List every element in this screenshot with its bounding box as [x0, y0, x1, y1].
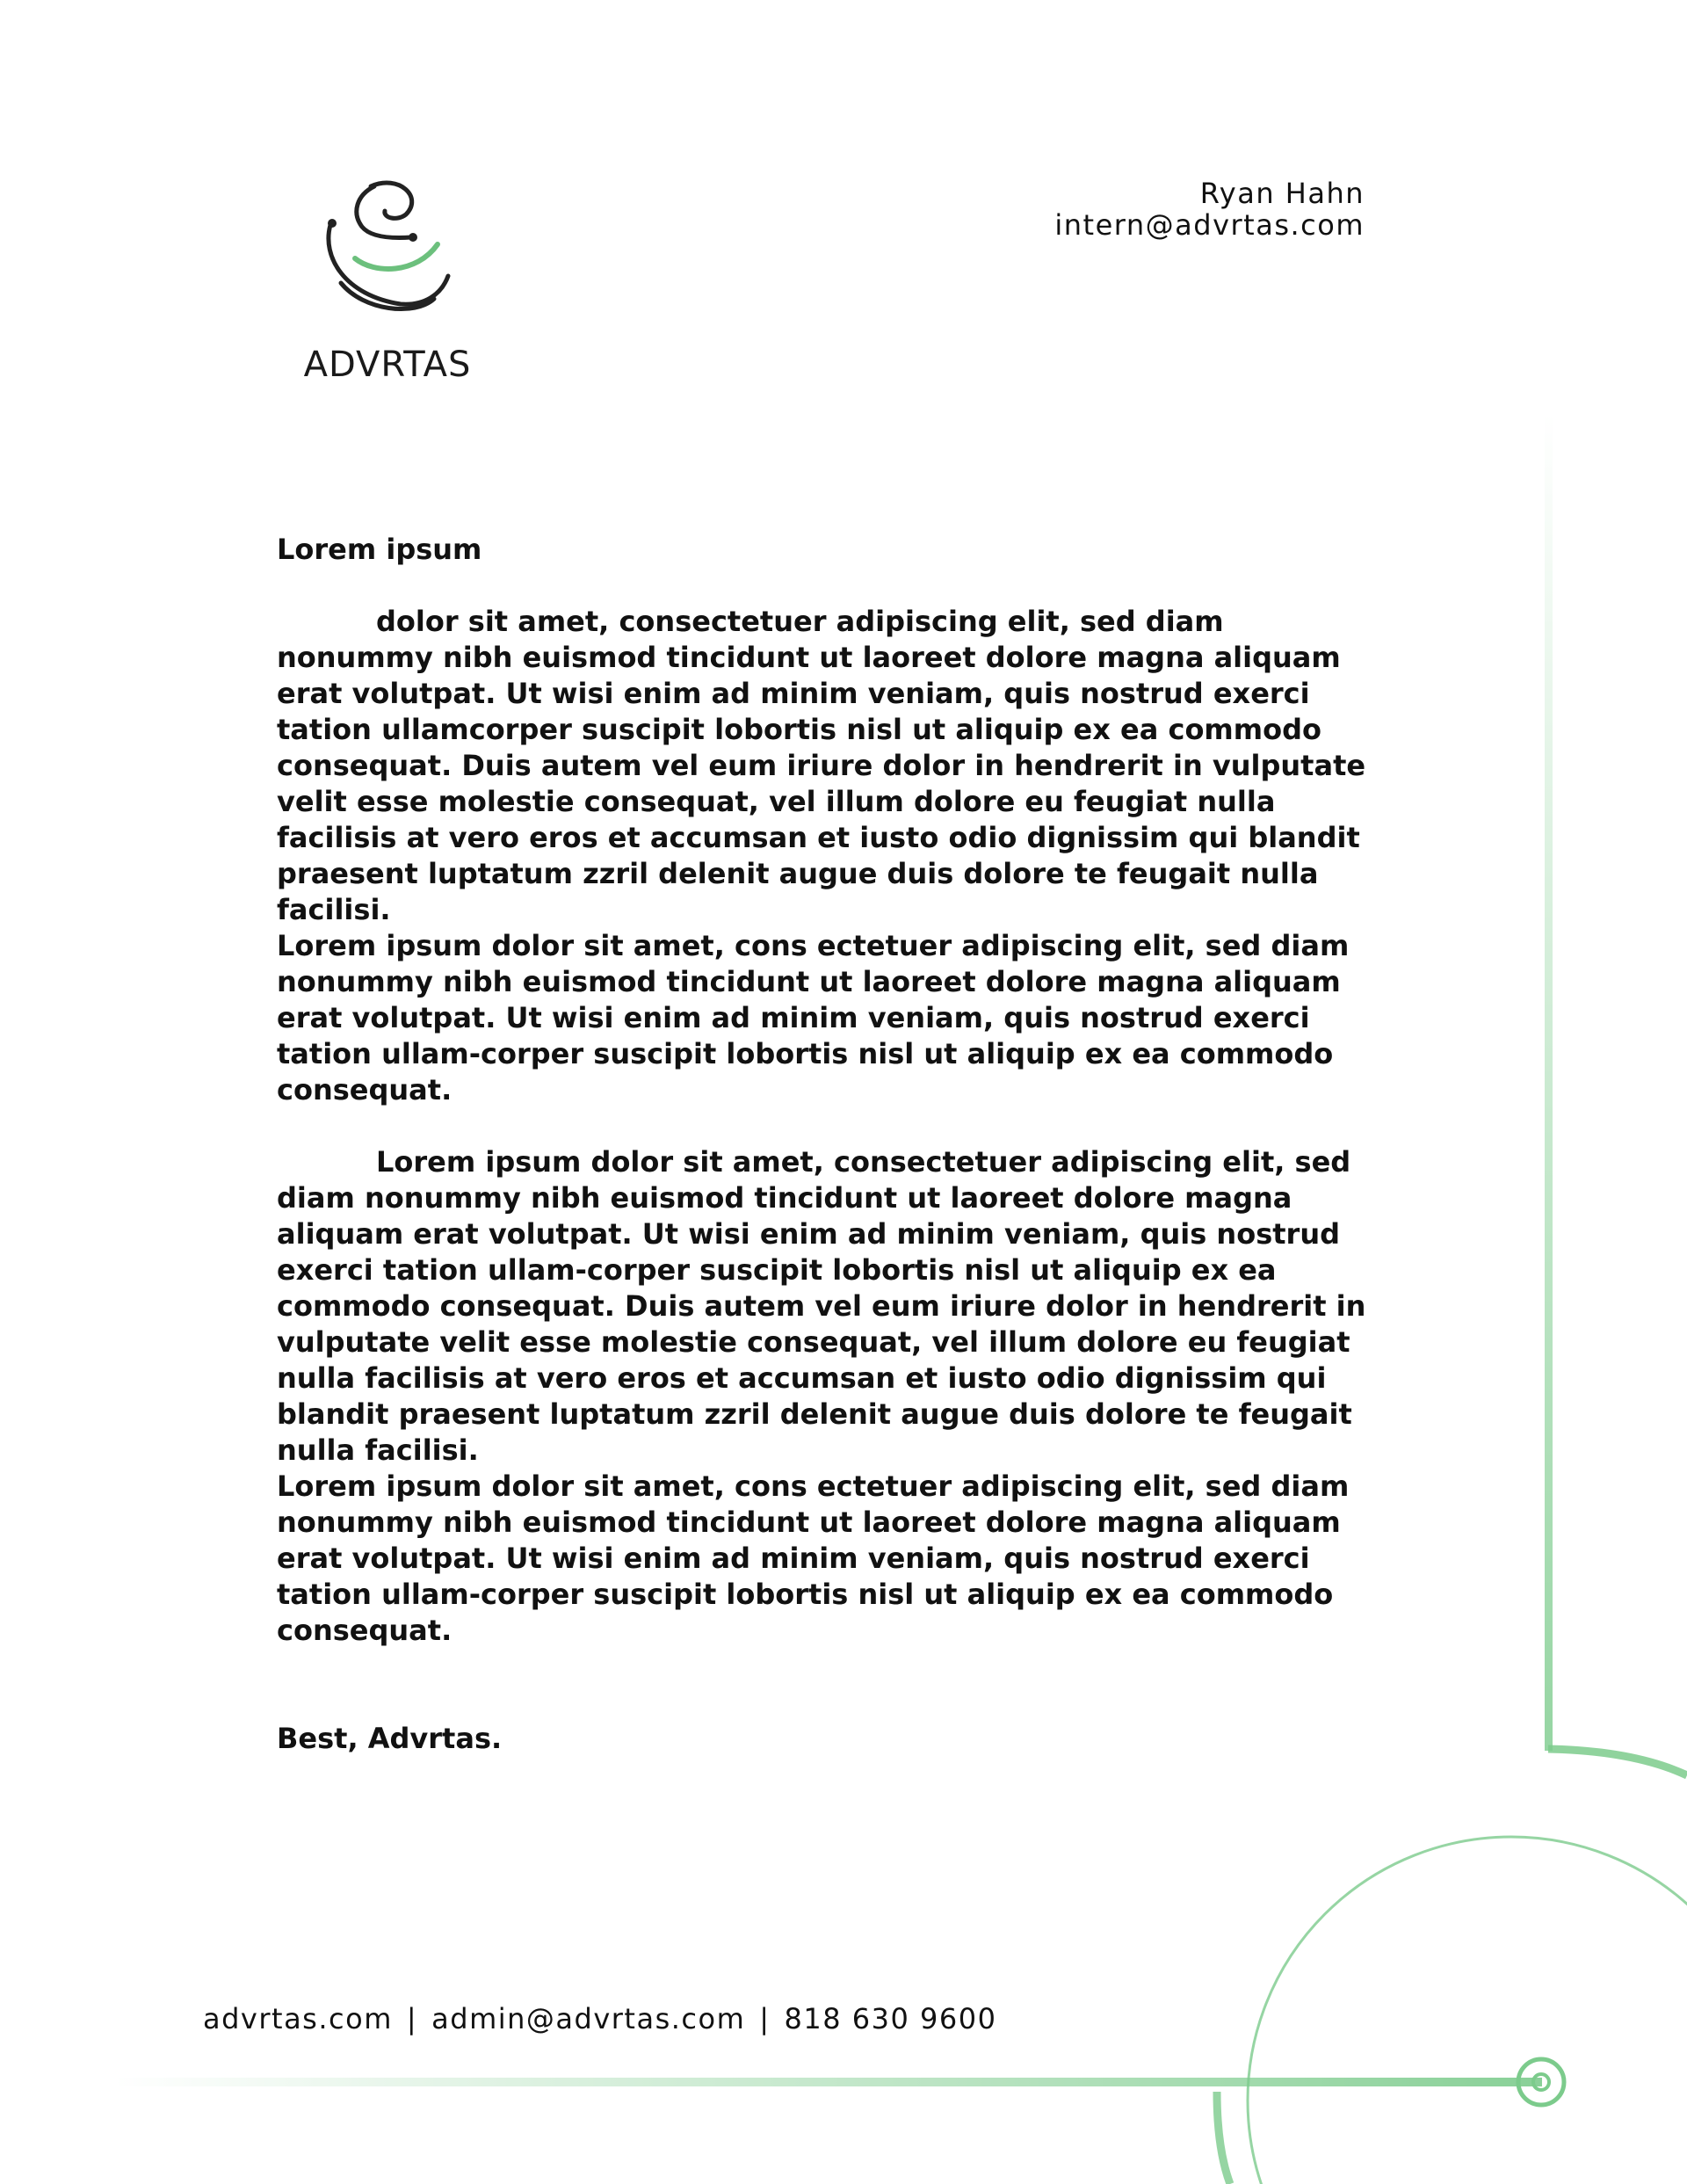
large-thin-circle: [1248, 1837, 1687, 2184]
sender-email: intern@advrtas.com: [1054, 208, 1365, 242]
letter-closing: Best, Advrtas.: [277, 1722, 503, 1755]
footer-separator: |: [759, 2002, 771, 2035]
end-ring-outer: [1518, 2059, 1564, 2105]
footer-separator: |: [406, 2002, 418, 2035]
letter-paragraph-3: Lorem ipsum dolor sit amet, consectetuer adipiscing elit, sed diam nonummy nibh euismod tincidunt ut laoreet dolore magna aliquam erat volutpat. Ut wisi enim ad minim veniam, quis nostrud exerci tation ullam-corper suscipit lobortis nisl ut aliquip ex ea commodo consequat. Duis autem vel eum iriure dolor in hendrerit in vulputate velit esse molestie consequat, vel illum dolore eu feugiat nulla facilisis at vero eros et accumsan et iusto odio dignissim qui blandit praesent luptatum zzril delenit augue duis dolore te feugait nulla facilisi.: [277, 1145, 1366, 1467]
right-corner-curve: [1548, 1749, 1687, 1775]
sender-name: Ryan Hahn: [1199, 177, 1365, 210]
letter-paragraph-2: Lorem ipsum dolor sit amet, cons ectetuer adipiscing elit, sed diam nonummy nibh euismod tincidunt ut laoreet dolore magna aliquam erat volutpat. Ut wisi enim ad minim veniam, quis nostrud exerci tation ullam-corper suscipit lobortis nisl ut aliquip ex ea commodo consequat.: [277, 929, 1350, 1107]
footer-phone: 818 630 9600: [784, 2002, 997, 2035]
footer-contact-bar: [203, 2002, 996, 2035]
sender-contact: [1054, 178, 1365, 241]
letter-paragraph-4: Lorem ipsum dolor sit amet, cons ectetuer adipiscing elit, sed diam nonummy nibh euismod tincidunt ut laoreet dolore magna aliquam erat volutpat. Ut wisi enim ad minim veniam, quis nostrud exerci tation ullam-corper suscipit lobortis nisl ut aliquip ex ea commodo consequat.: [277, 1469, 1350, 1647]
company-logo: [278, 179, 497, 390]
swirl-logo-icon: [320, 179, 469, 320]
footer-email[interactable]: admin@advrtas.com: [431, 2002, 746, 2035]
footer-website[interactable]: advrtas.com: [203, 2002, 393, 2035]
right-vertical-line: [1545, 413, 1553, 1751]
letter-paragraph-1: dolor sit amet, consectetuer adipiscing elit, sed diam nonummy nibh euismod tincidunt ut laoreet dolore magna aliquam erat volutpat. Ut wisi enim ad minim veniam, quis nostrud exerci tation ullamcorper suscipit lobortis nisl ut aliquip ex ea commodo consequat. Duis autem vel eum iriure dolor in hendrerit in vulputate velit esse molestie consequat, vel illum dolore eu feugiat nulla facilisis at vero eros et accumsan et iusto odio dignissim qui blandit praesent luptatum zzril delenit augue duis dolore te feugait nulla facilisi.: [277, 605, 1366, 926]
letter-greeting: Lorem ipsum: [277, 533, 482, 566]
paragraph-spacer: [277, 1108, 1375, 1144]
bottom-horizontal-line: [114, 2078, 1542, 2086]
end-ring-inner: [1533, 2074, 1549, 2090]
lower-thick-arc: [1217, 2092, 1230, 2184]
brand-wordmark: ADVRTAS: [303, 345, 472, 385]
letter-body: [277, 532, 1375, 1757]
